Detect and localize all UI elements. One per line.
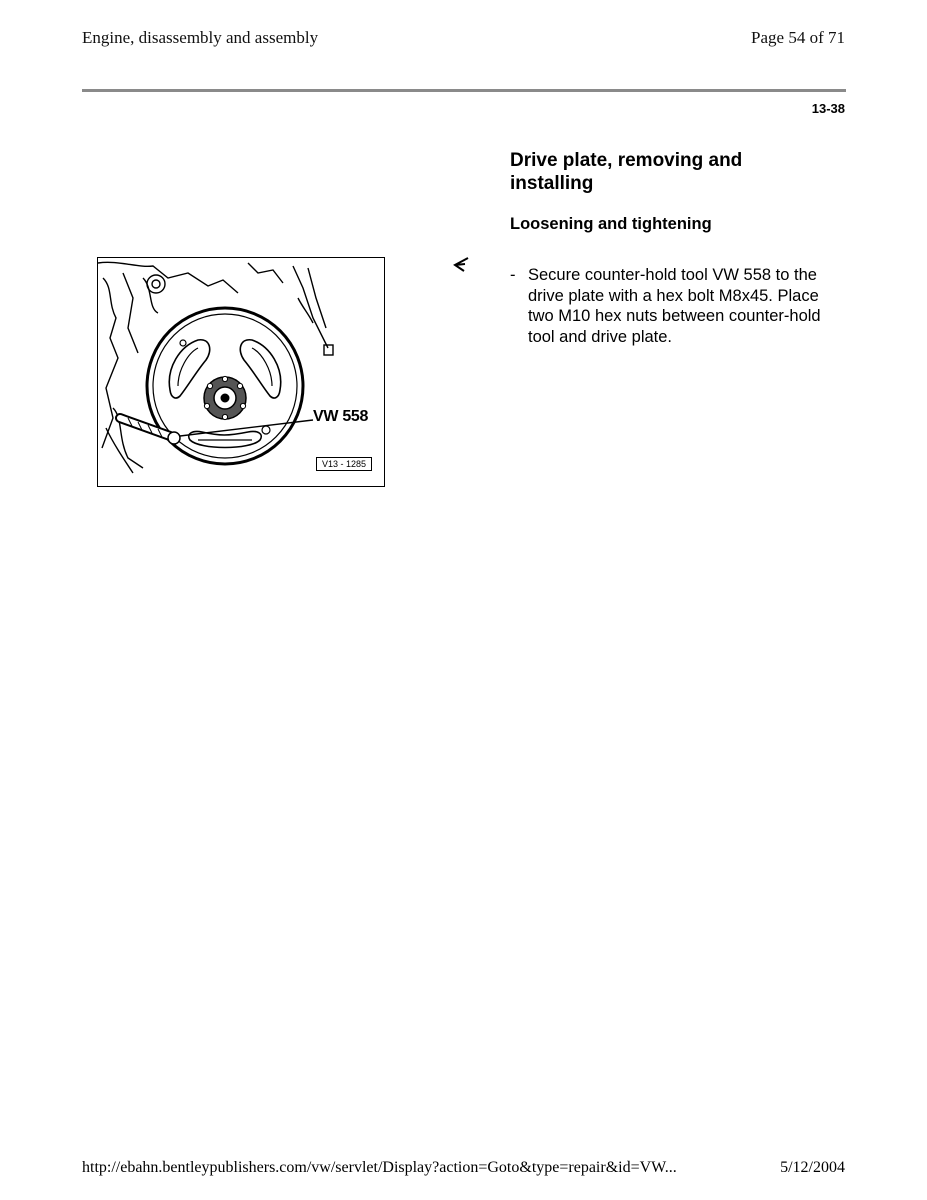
section-title: Drive plate, removing and installing (510, 150, 743, 194)
footer-url[interactable]: http://ebahn.bentleypublishers.com/vw/servlet/Display?action=Goto&type=repair&id=VW... (82, 1159, 677, 1176)
header-divider (82, 89, 846, 92)
step-text: Secure counter-hold tool VW 558 to the drive plate with a hex bolt M8x45. Place two M10 hex nuts between counter-hold tool and drive plate. (528, 266, 821, 346)
tool-label: VW 558 (313, 408, 369, 425)
section-code: 13-38 (811, 101, 845, 116)
drive-plate-drawing (98, 258, 385, 487)
step-bullet: - (510, 266, 516, 284)
header-title: Engine, disassembly and assembly (82, 28, 319, 47)
figure-code: V13 - 1285 (316, 457, 372, 471)
instruction-step (510, 265, 840, 347)
drive-plate-illustration (97, 257, 385, 487)
footer-date: 5/12/2004 (780, 1159, 845, 1176)
page-number: Page 54 of 71 (751, 28, 845, 47)
subheading: Loosening and tightening (510, 215, 712, 233)
arrow-pointer-icon (452, 256, 470, 272)
